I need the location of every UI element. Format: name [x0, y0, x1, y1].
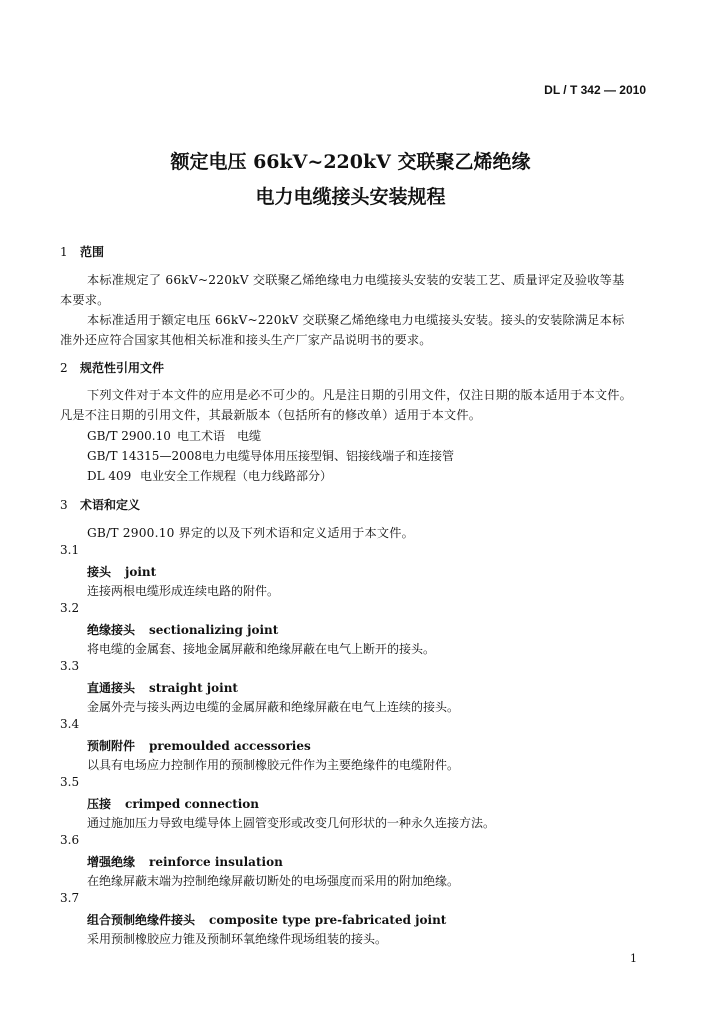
- term-english: sectionalizing joint: [149, 623, 279, 637]
- term-chinese: 直通接头: [87, 681, 136, 695]
- section-3-heading: [60, 496, 140, 513]
- term-definition: 金属外壳与接头两边电缆的金属屏蔽和绝缘屏蔽在电气上连续的接头。: [87, 700, 460, 714]
- section-1-heading: [60, 243, 104, 260]
- term-chinese: 组合预制绝缘件接头: [87, 913, 196, 927]
- term-english: composite type pre-fabricated joint: [209, 913, 447, 927]
- term-chinese: 预制附件: [87, 739, 136, 753]
- term-english: joint: [125, 565, 157, 579]
- term-number: 3.1: [60, 543, 80, 557]
- section-number: 2: [60, 361, 68, 375]
- section-title: 规范性引用文件: [80, 361, 165, 375]
- term-chinese: 压接: [87, 797, 112, 811]
- reference-title: 电业安全工作规程（电力线路部分）: [140, 469, 333, 483]
- section-1-paragraph-1: 本标准规定了 66kV~220kV 交联聚乙烯绝缘电力电缆接头安装的安装工艺、质量评定及验收等基: [87, 273, 625, 287]
- term-english: crimped connection: [125, 797, 260, 811]
- document-title-line1: 额定电压 66kV~220kV 交联聚乙烯绝缘: [170, 151, 531, 173]
- document-title-line2: 电力电缆接头安装规程: [255, 186, 446, 208]
- term-definition: 以具有电场应力控制作用的预制橡胶元件作为主要绝缘件的电缆附件。: [87, 758, 460, 772]
- term-number: 3.3: [60, 659, 80, 673]
- section-2-heading: [60, 359, 164, 376]
- section-1-paragraph-2: 本标准适用于额定电压 66kV~220kV 交联聚乙烯绝缘电力电缆接头安装。接头的安装除满足本标: [87, 313, 625, 327]
- term-english: reinforce insulation: [149, 855, 283, 869]
- term-number: 3.2: [60, 601, 80, 615]
- term-heading: [87, 853, 283, 870]
- term-definition: 通过施加压力导致电缆导体上圆管变形或改变几何形状的一种永久连接方法。: [87, 816, 496, 830]
- reference-code: GB/T 2900.10: [87, 429, 171, 443]
- reference-item: [87, 467, 332, 484]
- reference-title: 电工术语 电缆: [177, 429, 262, 443]
- reference-code: GB/T 14315—2008: [87, 449, 202, 463]
- section-2-paragraph: 下列文件对于本文件的应用是必不可少的。凡是注日期的引用文件，仅注日期的版本适用于本文件。: [87, 388, 633, 402]
- reference-item: [87, 427, 261, 444]
- term-chinese: 接头: [87, 565, 112, 579]
- term-heading: [87, 795, 259, 812]
- section-number: 3: [60, 498, 68, 512]
- section-number: 1: [60, 245, 68, 259]
- term-heading: [87, 621, 278, 638]
- reference-title: 电力电缆导体用压接型铜、铝接线端子和连接管: [201, 449, 454, 463]
- term-heading: [87, 737, 311, 754]
- term-chinese: 增强绝缘: [87, 855, 136, 869]
- term-definition: 采用预制橡胶应力锥及预制环氧绝缘件现场组装的接头。: [87, 932, 388, 946]
- term-definition: 将电缆的金属套、接地金属屏蔽和绝缘屏蔽在电气上断开的接头。: [87, 642, 436, 656]
- reference-code: DL 409: [87, 469, 132, 483]
- page-number: 1: [630, 952, 637, 965]
- term-definition: 在绝缘屏蔽末端为控制绝缘屏蔽切断处的电场强度而采用的附加绝缘。: [87, 874, 460, 888]
- term-definition: 连接两根电缆形成连续电路的附件。: [87, 584, 280, 598]
- term-number: 3.4: [60, 717, 80, 731]
- section-title: 术语和定义: [80, 498, 141, 512]
- term-heading: [87, 563, 156, 580]
- section-title: 范围: [80, 245, 105, 259]
- section-3-intro: GB/T 2900.10 界定的以及下列术语和定义适用于本文件。: [87, 526, 415, 540]
- term-heading: [87, 679, 238, 696]
- term-number: 3.6: [60, 833, 80, 847]
- standard-number: DL / T 342 — 2010: [544, 83, 646, 97]
- reference-item: [87, 447, 454, 464]
- term-chinese: 绝缘接头: [87, 623, 136, 637]
- term-number: 3.5: [60, 775, 80, 789]
- term-english: straight joint: [149, 681, 238, 695]
- section-2-paragraph-cont: 凡是不注日期的引用文件，其最新版本（包括所有的修改单）适用于本文件。: [60, 408, 482, 422]
- section-1-paragraph-2-cont: 准外还应符合国家其他相关标准和接头生产厂家产品说明书的要求。: [60, 333, 432, 347]
- term-heading: [87, 911, 446, 928]
- section-1-paragraph-1-cont: 本要求。: [60, 293, 110, 307]
- term-number: 3.7: [60, 891, 80, 905]
- term-english: premoulded accessories: [149, 739, 311, 753]
